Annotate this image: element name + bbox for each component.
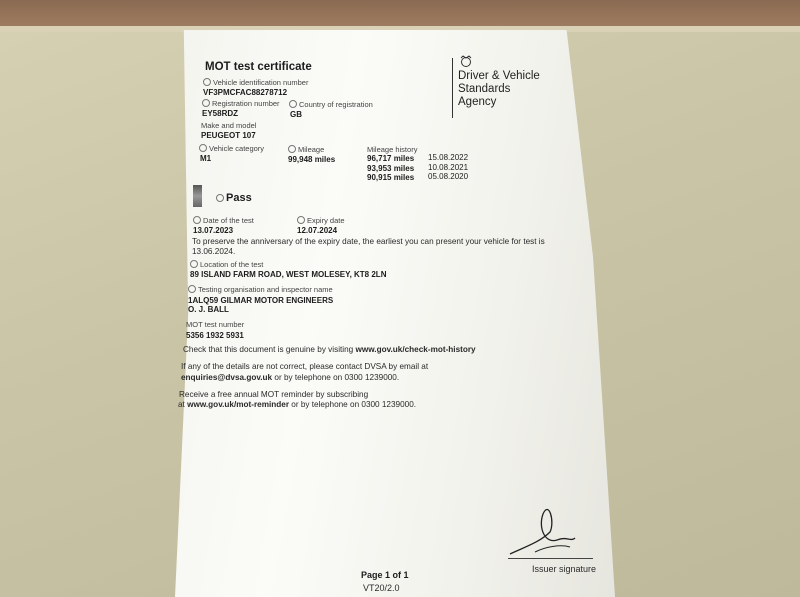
history-date-1: 10.08.2021 [428,163,469,172]
category-label: Vehicle category [199,144,264,153]
vehicle-category-icon [199,144,207,152]
country-label: Country of registration [289,100,373,109]
correct-line-1: If any of the details are not correct, please contact DVSA by email at [181,362,429,371]
registration-value: EY58RDZ [202,109,239,118]
registration-label: Registration number [202,99,280,108]
mileage-value: 99,948 miles [288,155,336,164]
preserve-line-1: To preserve the anniversary of the expiry date, the earliest you can present your vehicle for test is [192,237,545,246]
expiry-label: Expiry date [297,216,345,225]
expiry-value: 12.07.2024 [297,226,338,235]
globe-icon [289,100,297,108]
org-line-1: 1ALQ59 GILMAR MOTOR ENGINEERS [188,296,334,305]
calendar-icon [297,216,305,224]
test-date-label: Date of the test [193,216,254,225]
signature-line [508,558,593,559]
agency-line-2: Standards [458,83,511,95]
history-date-0: 15.08.2022 [428,153,469,162]
agency-divider [452,58,453,118]
calendar-icon [193,216,201,224]
history-miles-0: 96,717 miles [367,154,415,163]
vin-label: Vehicle identification number [203,78,308,87]
country-value: GB [290,110,302,119]
result-pass: Pass [216,192,252,204]
org-label: Testing organisation and inspector name [188,285,333,294]
tick-icon [216,194,224,202]
reminder-url[interactable]: www.gov.uk/mot-reminder [187,400,290,409]
car-icon [202,99,210,107]
correct-line-2: enquiries@dvsa.gov.uk or by telephone on 0300 1239000. [181,373,400,382]
issuer-signature-label: Issuer signature [532,564,597,574]
mileage-history-label: Mileage history [367,145,418,154]
speedometer-icon [288,145,296,153]
agency-line-3: Agency [458,96,497,108]
preserve-line-2: 13.06.2024. [192,247,236,256]
issuer-signature-graphic [505,492,595,562]
history-miles-1: 93,953 miles [367,164,415,173]
reminder-line-2: at www.gov.uk/mot-reminder or by telephone on 0300 1239000. [178,400,417,409]
royal-crest-icon [458,55,474,69]
check-text: Check that this document is genuine by visiting www.gov.uk/check-mot-history [183,345,476,354]
form-code: VT20/2.0 [363,583,400,593]
make-model-value: PEUGEOT 107 [201,131,256,140]
certificate-title: MOT test certificate [205,61,312,73]
info-icon [203,78,211,86]
test-number-label: MOT test number [186,320,245,329]
agency-logo [458,70,558,109]
check-url[interactable]: www.gov.uk/check-mot-history [355,345,476,354]
agency-line-1: Driver & Vehicle [458,70,540,82]
reminder-line-1: Receive a free annual MOT reminder by subscribing [179,390,369,399]
person-icon [188,285,196,293]
test-date-value: 13.07.2023 [193,226,234,235]
pass-bar [193,185,202,207]
page-number: Page 1 of 1 [361,570,409,580]
test-number-value: 5356 1932 5931 [186,331,244,340]
location-value: 89 ISLAND FARM ROAD, WEST MOLESEY, KT8 2LN [190,270,387,279]
mileage-label: Mileage [288,145,324,154]
contact-email[interactable]: enquiries@dvsa.gov.uk [181,373,273,382]
location-pin-icon [190,260,198,268]
org-line-2: O. J. BALL [188,305,229,314]
category-value: M1 [200,154,212,163]
make-model-label: Make and model [201,121,257,130]
history-date-2: 05.08.2020 [428,172,469,181]
vin-value: VF3PMCFAC88278712 [203,88,288,97]
history-miles-2: 90,915 miles [367,173,415,182]
location-label: Location of the test [190,260,263,269]
